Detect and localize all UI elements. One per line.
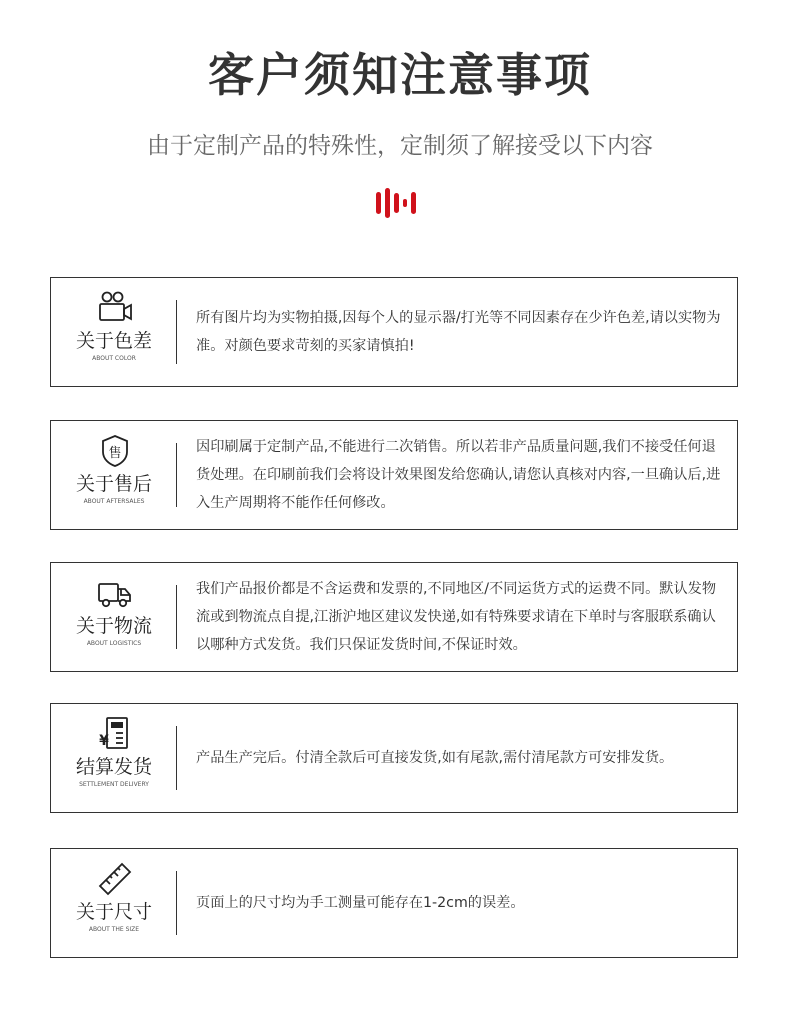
card-title: 关于售后 <box>75 473 152 495</box>
card-label <box>51 278 177 386</box>
card-title: 关于色差 <box>75 330 152 352</box>
card-divider <box>176 585 177 649</box>
ruler-icon <box>97 861 133 897</box>
notice-card-color <box>50 277 738 387</box>
card-label <box>51 849 177 957</box>
card-text <box>196 421 728 529</box>
card-title: 关于物流 <box>75 615 152 637</box>
card-text-content: 产品生产完后。付清全款后可直接发货,如有尾款,需付清尾款方可安排发货。 <box>196 750 674 766</box>
card-divider <box>176 300 177 364</box>
notice-card-size <box>50 848 738 958</box>
card-divider <box>176 871 177 935</box>
card-text-content: 我们产品报价都是不含运费和发票的,不同地区/不同运货方式的运费不同。默认发物流或到物流点自提,江浙沪地区建议发快递,如有特殊要求请在下单时与客服联系确认以哪种方式发货。我们只保证发货时间,不保证时效。 <box>196 581 717 653</box>
receipt-yen-icon <box>97 716 133 752</box>
card-text-content: 因印刷属于定制产品,不能进行二次销售。所以若非产品质量问题,我们不接受任何退货处理。在印刷前我们会将设计效果图发给您确认,请您认真核对内容,一旦确认后,进入生产周期将不能作任何修改。 <box>196 439 721 511</box>
notice-card-logistics <box>50 562 738 672</box>
card-title: 关于尺寸 <box>75 901 152 923</box>
card-label <box>51 704 177 812</box>
card-divider <box>176 443 177 507</box>
card-label <box>51 563 177 671</box>
card-label <box>51 421 177 529</box>
card-text-content: 所有图片均为实物拍摄,因每个人的显示器/打光等不同因素存在少许色差,请以实物为准。对颜色要求苛刻的买家请慎拍! <box>196 310 721 354</box>
card-subtitle: ABOUT THE SIZE <box>88 926 140 933</box>
page-title: 客户须知注意事项 <box>208 48 592 102</box>
page-subtitle: 由于定制产品的特殊性，定制须了解接受以下内容 <box>147 133 653 159</box>
svg-text:售: 售 <box>108 446 122 461</box>
card-title: 结算发货 <box>75 756 152 778</box>
camera-icon <box>97 290 133 326</box>
sound-bars-icon <box>375 188 417 218</box>
notice-card-aftersales <box>50 420 738 530</box>
card-divider <box>176 726 177 790</box>
card-text <box>196 278 728 386</box>
shield-sale-icon <box>97 433 133 469</box>
svg-text:¥: ¥ <box>99 733 109 749</box>
card-text <box>196 563 728 671</box>
card-text-content: 页面上的尺寸均为手工测量可能存在1-2cm的误差。 <box>196 895 525 911</box>
card-subtitle: ABOUT COLOR <box>92 355 136 362</box>
card-text <box>196 704 728 812</box>
card-subtitle: ABOUT LOGISTICS <box>86 640 142 647</box>
card-subtitle: ABOUT AFTERSALES <box>83 498 145 505</box>
card-subtitle: SETTLEMENT DELIVERY <box>79 781 149 788</box>
notice-card-settlement <box>50 703 738 813</box>
truck-icon <box>97 575 133 611</box>
card-text <box>196 849 728 957</box>
